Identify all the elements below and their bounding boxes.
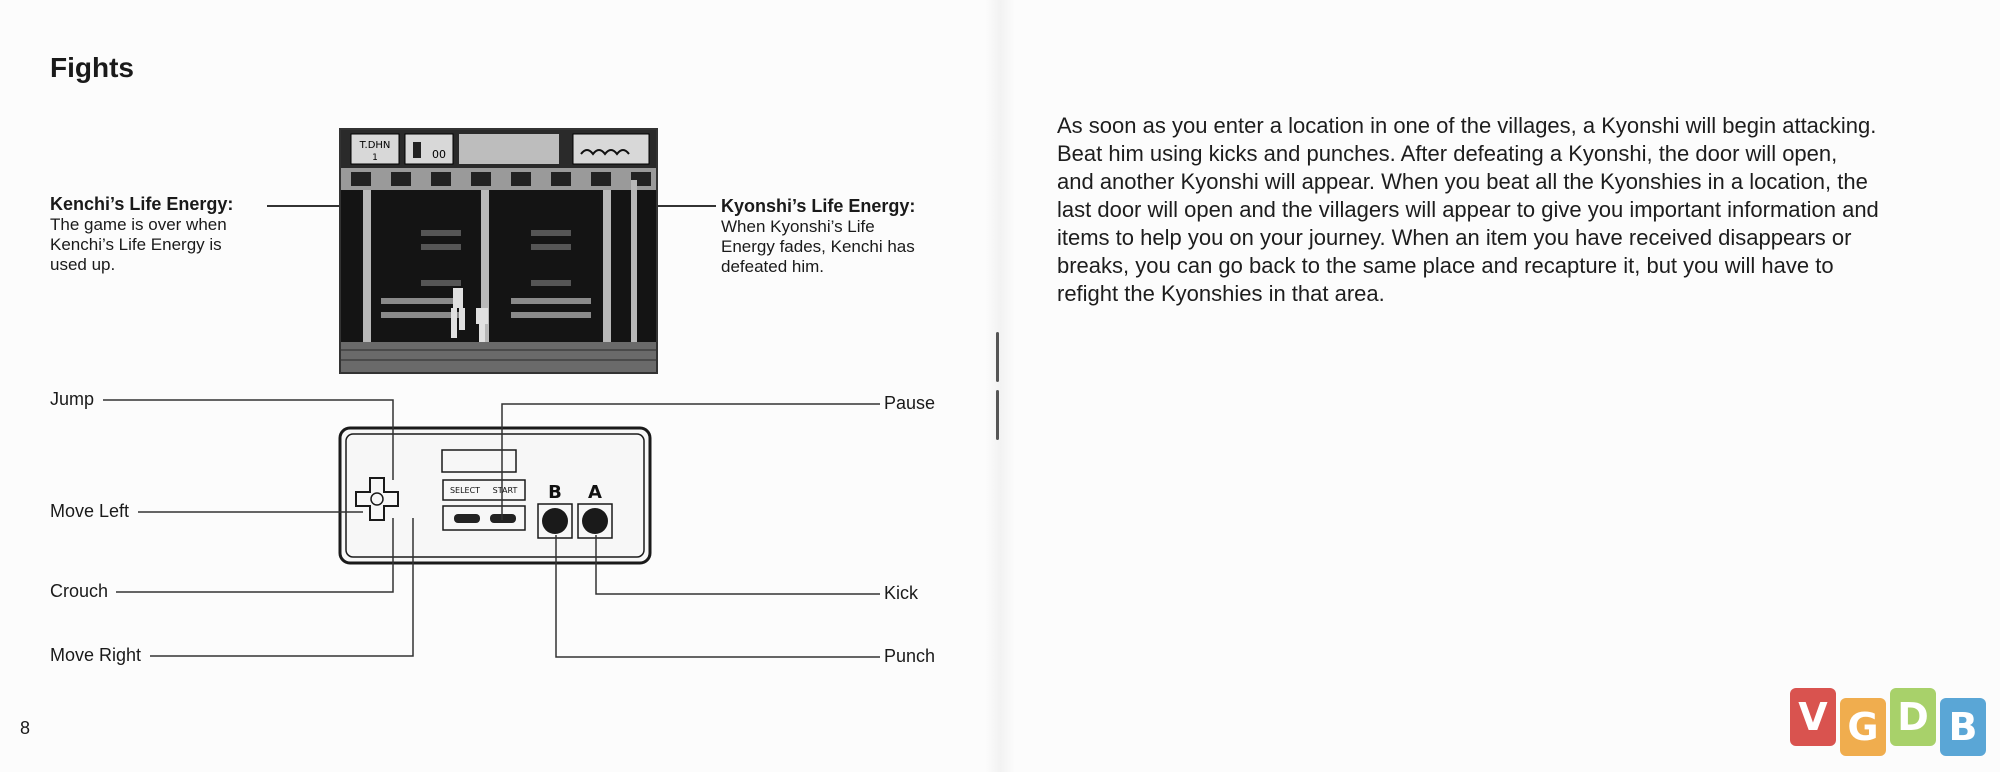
hud-player-label: T.DHN xyxy=(359,140,391,151)
paragraph-line-5: items to help you on your journey. When an item you have received disappears or xyxy=(1057,225,1852,250)
start-label: START xyxy=(492,486,518,495)
kyonshi-callout-line-3: defeated him. xyxy=(721,257,825,276)
move-left-label: Move Left xyxy=(50,501,130,521)
move-right-label: Move Right xyxy=(50,645,142,665)
kenchi-callout-title: Kenchi’s Life Energy: xyxy=(50,194,234,214)
kick-label: Kick xyxy=(884,583,919,603)
page-number: 8 xyxy=(20,718,31,738)
hud-score: 00 xyxy=(432,148,446,161)
vgdb-tile-g: G xyxy=(1840,698,1886,756)
paragraph-line-1: As soon as you enter a location in one of the villages, a Kyonshi will begin attacking. xyxy=(1057,113,1877,138)
section-title: Fights xyxy=(50,52,134,83)
kenchi-callout-line-3: used up. xyxy=(50,255,116,274)
kyonshi-callout-line-1: When Kyonshi’s Life xyxy=(721,217,875,236)
kenchi-callout-line-2: Kenchi’s Life Energy is xyxy=(50,235,222,254)
paragraph-line-6: breaks, you can go back to the same place and recapture it, but you will have to xyxy=(1057,253,1834,278)
paragraph-line-7: refight the Kyonshies in that area. xyxy=(1057,281,1385,306)
vgdb-tile-d: D xyxy=(1890,688,1936,746)
kenchi-callout-line-1: The game is over when xyxy=(50,215,227,234)
jump-label: Jump xyxy=(50,389,95,409)
b-label: B xyxy=(548,482,562,503)
punch-label: Punch xyxy=(884,646,936,666)
kyonshi-callout-line-2: Energy fades, Kenchi has xyxy=(721,237,915,256)
vgdb-tile-v: V xyxy=(1790,688,1836,746)
crouch-label: Crouch xyxy=(50,581,109,601)
body-paragraph xyxy=(1057,112,1957,308)
a-label: A xyxy=(588,482,602,503)
select-label: SELECT xyxy=(449,486,481,495)
pause-label: Pause xyxy=(884,393,936,413)
hud-player-sub: 1 xyxy=(372,153,378,163)
paragraph-line-2: Beat him using kicks and punches. After defeating a Kyonshi, the door will open, xyxy=(1057,141,1838,166)
vgdb-watermark-logo xyxy=(1790,686,1990,756)
vgdb-tile-b: B xyxy=(1940,698,1986,756)
kyonshi-callout-title: Kyonshi’s Life Energy: xyxy=(721,196,916,216)
paragraph-line-3: and another Kyonshi will appear. When you beat all the Kyonshies in a location, the xyxy=(1057,169,1868,194)
paragraph-line-4: last door will open and the villagers will appear to give you important information and xyxy=(1057,197,1879,222)
